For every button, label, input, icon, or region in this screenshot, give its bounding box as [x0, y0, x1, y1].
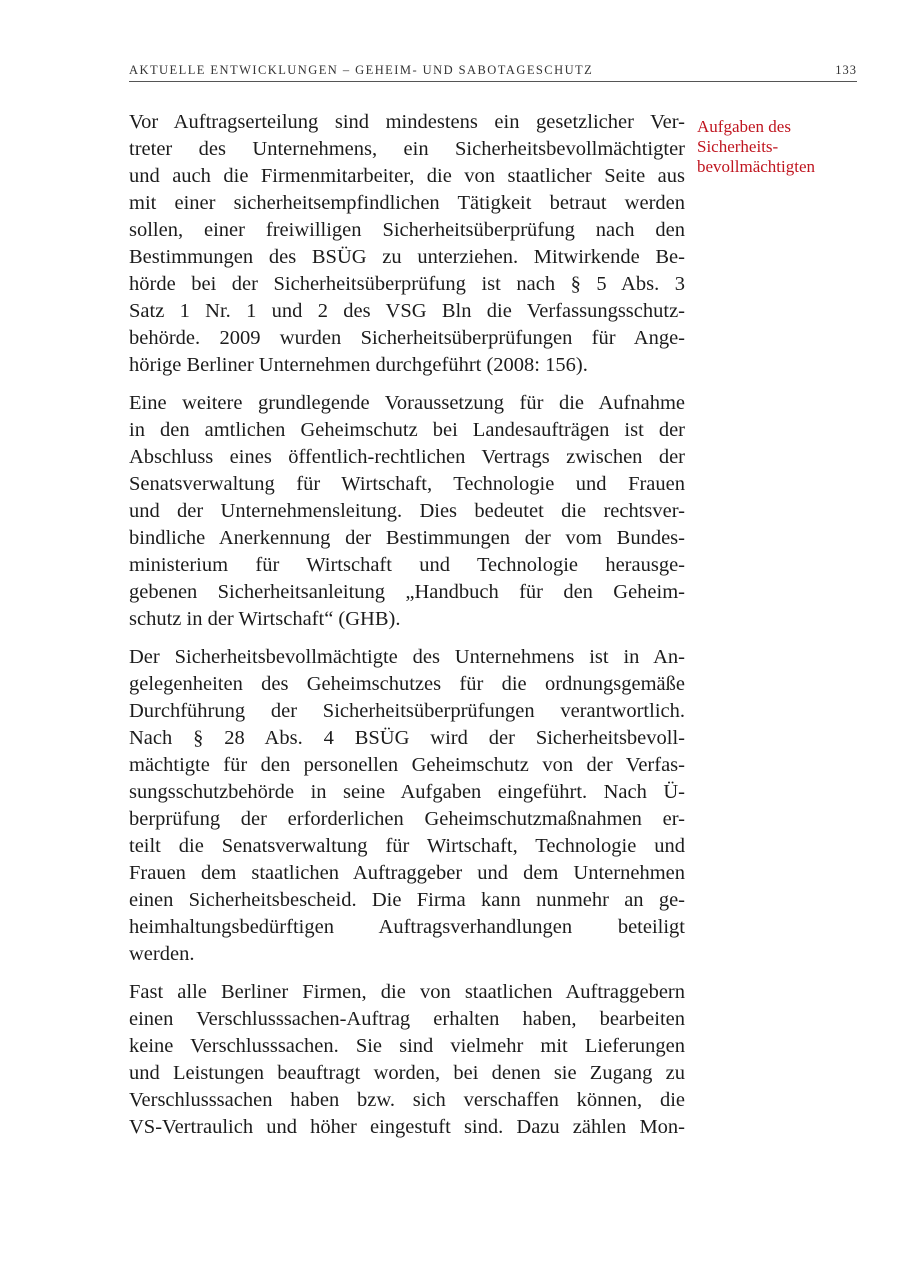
text-line: und der Unternehmensleitung. Dies bedeutet die rechtsver-: [129, 500, 685, 522]
text-line: Abschluss eines öffentlich-rechtlichen Vertrags zwischen der: [129, 446, 685, 468]
text-line: sungsschutzbehörde in seine Aufgaben eingeführt. Nach Ü-: [129, 781, 685, 803]
running-header: [129, 61, 857, 82]
text-line: Satz 1 Nr. 1 und 2 des VSG Bln die Verfassungsschutz-: [129, 300, 685, 322]
text-line: behörde. 2009 wurden Sicherheitsüberprüfungen für Ange-: [129, 327, 685, 349]
text-line: und Leistungen beauftragt worden, bei denen sie Zugang zu: [129, 1062, 685, 1084]
margin-note: [697, 117, 847, 177]
text-line: Bestimmungen des BSÜG zu unterziehen. Mitwirkende Be-: [129, 246, 685, 268]
margin-note-line: bevollmächtigten: [697, 157, 816, 176]
text-line: heimhaltungsbedürftigen Auftragsverhandlungen beteiligt: [129, 916, 685, 938]
paragraph-1: [129, 109, 685, 379]
paragraph-4: [129, 979, 685, 1141]
text-line: Fast alle Berliner Firmen, die von staatlichen Auftraggebern: [129, 981, 685, 1003]
margin-note-line: Aufgaben des: [697, 117, 791, 136]
text-line: Verschlusssachen haben bzw. sich verschaffen können, die: [129, 1089, 685, 1111]
body-text: [129, 109, 685, 1152]
text-line: schutz in der Wirtschaft“ (GHB).: [129, 608, 401, 630]
text-line: Durchführung der Sicherheitsüberprüfungen verantwortlich.: [129, 700, 685, 722]
text-line: Nach § 28 Abs. 4 BSÜG wird der Sicherheitsbevoll-: [129, 727, 685, 749]
text-line: gelegenheiten des Geheimschutzes für die ordnungsgemäße: [129, 673, 685, 695]
text-line: bindliche Anerkennung der Bestimmungen der vom Bundes-: [129, 527, 685, 549]
text-line: sollen, einer freiwilligen Sicherheitsüberprüfung nach den: [129, 219, 685, 241]
text-line: berprüfung der erforderlichen Geheimschutzmaßnahmen er-: [129, 808, 685, 830]
text-line: einen Verschlusssachen-Auftrag erhalten haben, bearbeiten: [129, 1008, 685, 1030]
margin-note-line: Sicherheits-: [697, 137, 779, 156]
text-line: gebenen Sicherheitsanleitung „Handbuch für den Geheim-: [129, 581, 685, 603]
text-line: keine Verschlusssachen. Sie sind vielmehr mit Lieferungen: [129, 1035, 685, 1057]
text-line: und auch die Firmenmitarbeiter, die von staatlicher Seite aus: [129, 165, 685, 187]
paragraph-3: [129, 644, 685, 968]
text-line: teilt die Senatsverwaltung für Wirtschaft, Technologie und: [129, 835, 685, 857]
text-line: Der Sicherheitsbevollmächtigte des Unternehmens ist in An-: [129, 646, 685, 668]
running-title: AKTUELLE ENTWICKLUNGEN – GEHEIM- UND SABOTAGESCHUTZ: [129, 63, 594, 77]
text-line: Eine weitere grundlegende Voraussetzung für die Aufnahme: [129, 392, 685, 414]
text-line: Senatsverwaltung für Wirtschaft, Technologie und Frauen: [129, 473, 685, 495]
text-line: mit einer sicherheitsempfindlichen Tätigkeit betraut werden: [129, 192, 685, 214]
text-line: werden.: [129, 943, 195, 965]
text-line: einen Sicherheitsbescheid. Die Firma kann nunmehr an ge-: [129, 889, 685, 911]
text-line: Vor Auftragserteilung sind mindestens ein gesetzlicher Ver-: [129, 111, 685, 133]
text-line: VS-Vertraulich und höher eingestuft sind. Dazu zählen Mon-: [129, 1116, 685, 1138]
text-line: treter des Unternehmens, ein Sicherheitsbevollmächtigter: [129, 138, 685, 160]
text-line: hörde bei der Sicherheitsüberprüfung ist nach § 5 Abs. 3: [129, 273, 685, 295]
text-line: hörige Berliner Unternehmen durchgeführt (2008: 156).: [129, 354, 588, 376]
page-number: 133: [835, 63, 857, 77]
paragraph-2: [129, 390, 685, 633]
text-line: in den amtlichen Geheimschutz bei Landesaufträgen ist der: [129, 419, 685, 441]
text-line: mächtigte für den personellen Geheimschutz von der Verfas-: [129, 754, 685, 776]
text-line: Frauen dem staatlichen Auftraggeber und dem Unternehmen: [129, 862, 685, 884]
text-line: ministerium für Wirtschaft und Technologie herausge-: [129, 554, 685, 576]
